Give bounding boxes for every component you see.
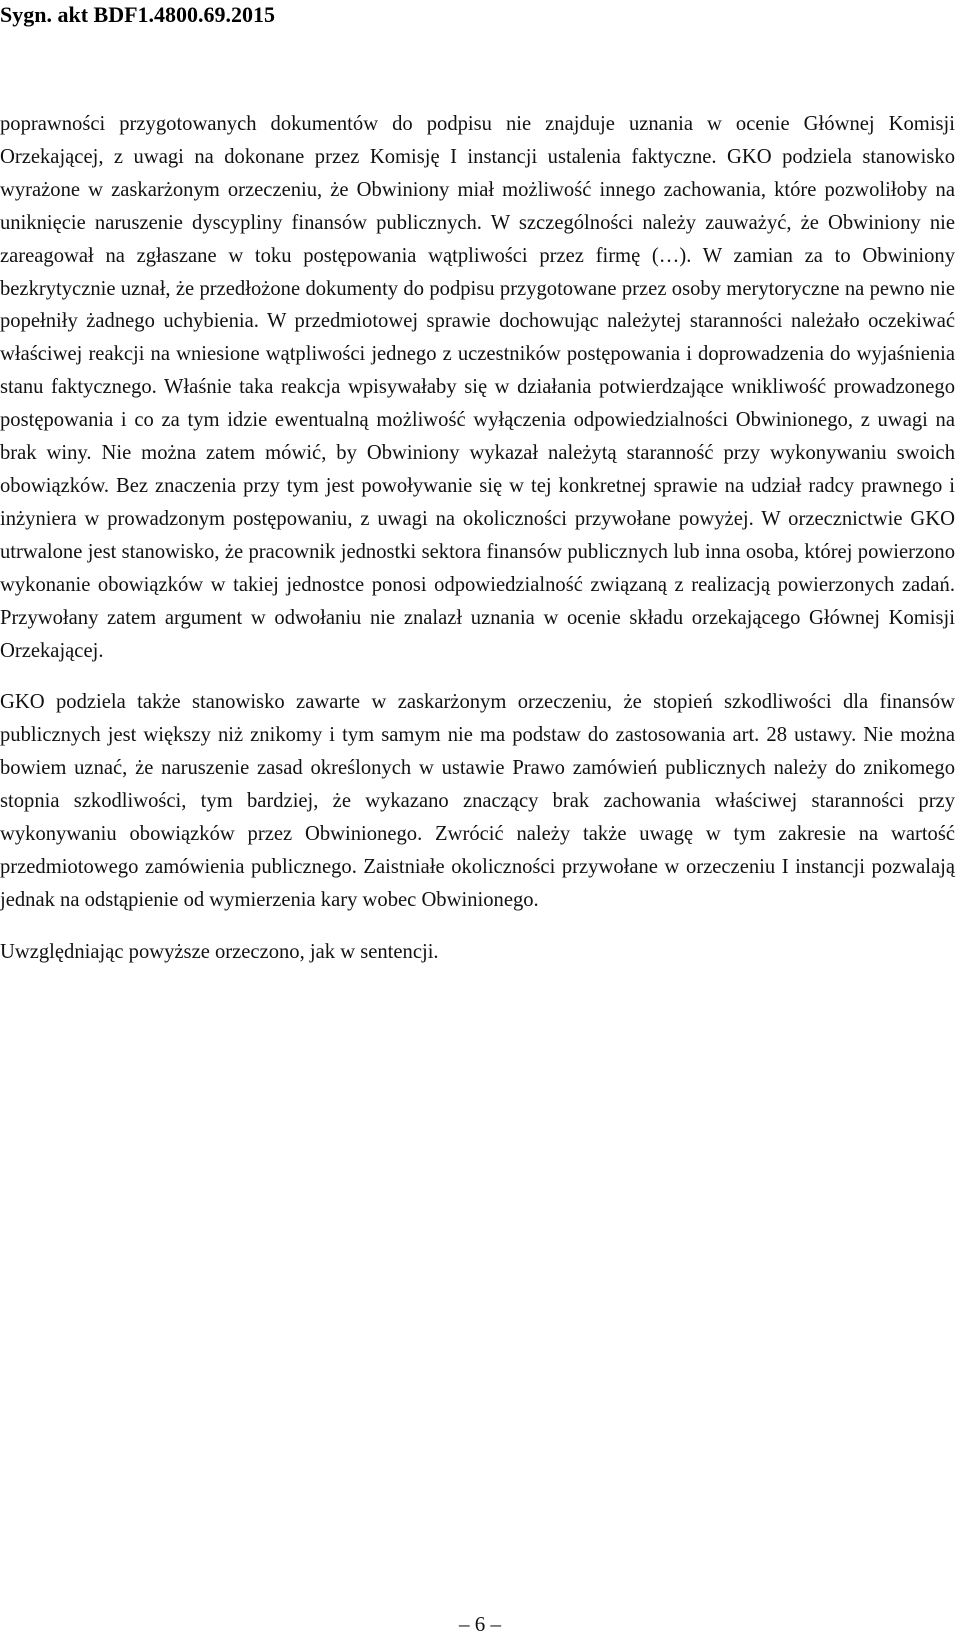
page-number: – 6 – xyxy=(459,1612,501,1636)
paragraph-harmfulness: GKO podziela także stanowisko zawarte w zaskarżonym orzeczeniu, że stopień szkodliwości dla finansów publicznych jest większy niż znikomy i tym samym nie ma podstaw do zastosowania art. 28 ustawy. Nie można bowiem uznać, że naruszenie zasad określonych w ustawie Prawo zamówień publicznych należy do znikomego stopnia szkodliwości, tym bardziej, że wykazano znaczący brak zachowania właściwej staranności przy wykonywaniu obowiązków przez Obwinionego. Zwrócić należy także uwagę w tym zakresie na wartość przedmiotowego zamówienia publicznego. Zaistniałe okoliczności przywołane w orzeczeniu I instancji pozwalają jednak na odstąpienie od wymierzenia kary wobec Obwinionego. xyxy=(0,691,955,911)
paragraph-assessment: poprawności przygotowanych dokumentów do podpisu nie znajduje uznania w ocenie Głównej Komisji Orzekającej, z uwagi na dokonane przez Komisję I instancji ustalenia faktyczne. GKO podziela stanowisko wyrażone w zaskarżonym orzeczeniu, że Obwiniony miał możliwość innego zachowania, które pozwoliłoby na uniknięcie naruszenie dyscypliny finansów publicznych. W szczególności należy zauważyć, że Obwiniony nie zareagował na zgłaszane w toku postępowania wątpliwości przez firmę (…). W zamian za to Obwiniony bezkrytycznie uznał, że przedłożone dokumenty do podpisu przygotowane przez osoby merytoryczne na pewno nie popełniły żadnego uchybienia. W przedmiotowej sprawie dochowując należytej staranności należało oczekiwać właściwej reakcji na wniesione wątpliwości jednego z uczestników postępowania i doprowadzenia do wyjaśnienia stanu faktycznego. Właśnie taka reakcja wpisywałaby się w działania potwierdzające wnikliwość prowadzonego postępowania i co za tym idzie ewentualną możliwość wyłączenia odpowiedzialności Obwinionego, z uwagi na brak winy. Nie można zatem mówić, by Obwiniony wykazał należytą staranność przy wykonywaniu swoich obowiązków. Bez znaczenia przy tym jest powoływanie się w tej konkretnej sprawie na udział radcy prawnego i inżyniera w prowadzonym postępowaniu, z uwagi na okoliczności przywołane powyżej. W orzecznictwie GKO utrwalone jest stanowisko, że pracownik jednostki sektora finansów publicznych lub inna osoba, której powierzono wykonanie obowiązków w takiej jednostce ponosi odpowiedzialność związaną z realizacją powierzonych zadań. Przywołany zatem argument w odwołaniu nie znalazł uznania w ocenie składu orzekającego Głównej Komisji Orzekającej. xyxy=(0,113,955,662)
case-signature-header: Sygn. akt BDF1.4800.69.2015 xyxy=(0,2,276,27)
paragraph-conclusion: Uwzględniając powyższe orzeczono, jak w sentencji. xyxy=(0,940,439,963)
document-body xyxy=(0,108,955,969)
